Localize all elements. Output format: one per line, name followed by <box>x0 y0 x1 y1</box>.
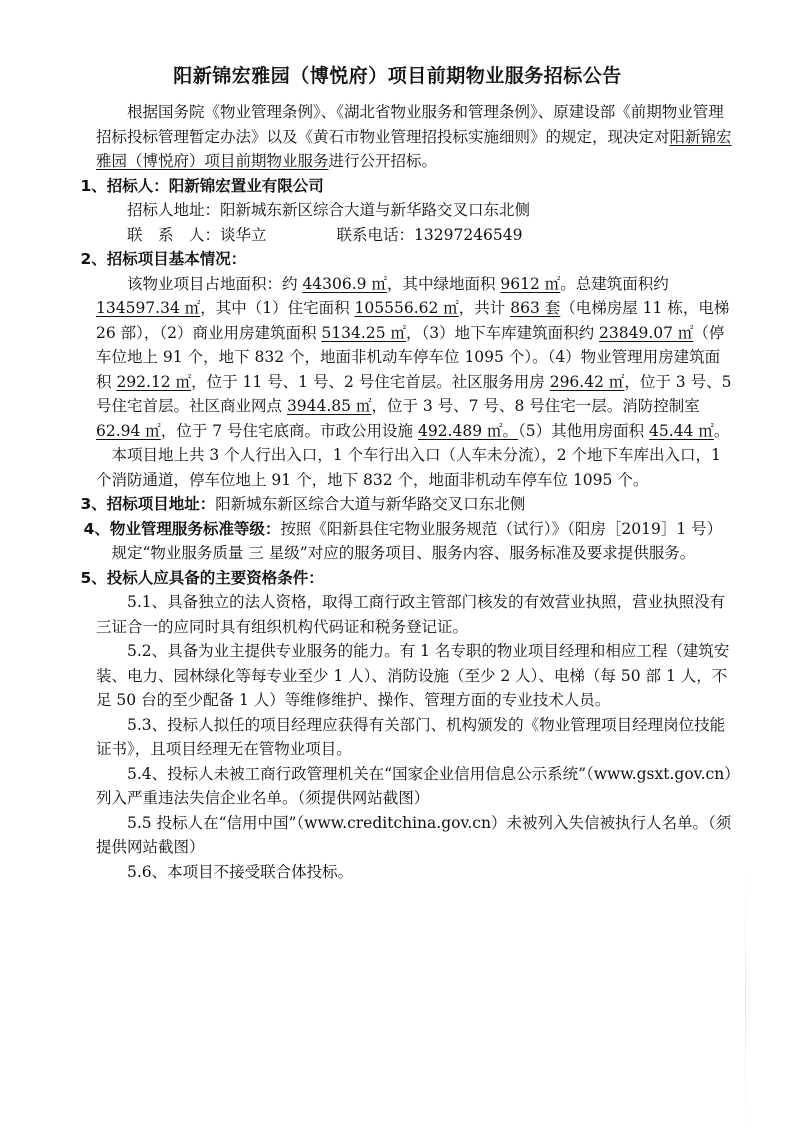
intro-text-end: 进行公开招标。 <box>328 152 438 170</box>
other-room-area-value: 45.44 ㎡ <box>649 421 714 440</box>
detail-text: 该物业项目占地面积：约 <box>127 274 303 293</box>
qualification-item: 5.4、投标人未被工商行政管理机关在“国家企业信用信息公示系统”（www.gsxt.gov.cn）列入严重违法失信企业名单。（须提供网站截图） <box>96 764 732 807</box>
qualification-item: 5.6、本项目不接受联合体投标。 <box>127 862 354 881</box>
entrances-paragraph: 本项目地上共 3 个人行出入口，1 个车行出入口（人车未分流），2 个地下车库出入口，1 个消防通道，停车位地上 91 个，地下 832 个，地面非机动车停车位 1095 个。 <box>96 446 721 489</box>
detail-text: ，共计 <box>458 299 511 317</box>
tenderer-address: 招标人地址：阳新城东新区综合大道与新华路交叉口东北侧 <box>127 201 531 219</box>
total-floor-area-value: 134597.34 ㎡ <box>96 299 201 317</box>
green-area-value: 9612 ㎡ <box>500 274 561 293</box>
qualification-item: 5.2、具备为业主提供专业服务的能力。有 1 名专职的物业项目经理和相应工程（建筑安装、电力、园林绿化等每专业至少 1 人）、消防设施（至少 2 人）、电梯（每 50 部 1 人，不足 50 台的至少配备 1 人）等维修维护、操作、管理方面的专业技术人员。 <box>96 642 730 709</box>
detail-text: （停车位地上 91 个，地下 832 个，地面非机动车停车位 1095 个）。（4）物业管理用房建筑面积 <box>96 323 725 391</box>
detail-text: 。总建筑面积约 <box>560 274 669 293</box>
intro-paragraph <box>96 100 735 174</box>
municipal-facility-area-value: 492.489 ㎡。 <box>417 421 518 440</box>
project-address: 阳新城东新区综合大道与新华路交叉口东北侧 <box>215 495 526 513</box>
section-1-heading: 1、招标人：阳新锦宏置业有限公司 <box>80 176 324 195</box>
garage-area-value: 23849.07 ㎡ <box>599 323 694 342</box>
contact-row <box>96 223 735 248</box>
detail-text: ，其中（1）住宅面积 <box>200 299 355 317</box>
qualification-item: 5.1、具备独立的法人资格，取得工商行政主管部门核发的有效营业执照，营业执照没有三证合一的应同时具有组织机构代码证和税务登记证。 <box>96 593 726 636</box>
detail-text: ，位于 3 号、5 号住宅首层。社区商业网点 <box>96 372 732 415</box>
detail-text: ，位于 7 号住宅底商。市政公用设施 <box>160 421 418 440</box>
community-service-area-value: 296.42 ㎡ <box>549 372 625 391</box>
fire-control-room-area-value: 62.94 ㎡ <box>96 421 161 440</box>
unit-count-value: 863 套 <box>510 299 561 317</box>
section-5-heading: 5、投标人应具备的主要资格条件： <box>80 568 324 587</box>
project-details-paragraph <box>96 272 735 444</box>
page-title: 阳新锦宏雅园（博悦府）项目前期物业服务招标公告 <box>173 65 622 87</box>
qualification-item: 5.3、投标人拟任的项目经理应获得有关部门、机构颁发的《物业管理项目经理岗位技能证书》，且项目经理无在管物业项目。 <box>96 715 726 758</box>
section-4-heading: 4、物业管理服务标准等级： <box>83 519 281 538</box>
detail-text: ，位于 11 号、1 号、2 号住宅首层。社区服务用房 <box>191 372 550 391</box>
detail-text: ，位于 3 号、7 号、8 号住宅一层。消防控制室 <box>371 397 700 415</box>
section-3 <box>81 492 736 517</box>
section-2-heading: 2、招标项目基本情况： <box>80 250 247 268</box>
intro-project-name: 阳新锦宏雅园（博悦府）项目前期物业服务 <box>96 127 732 170</box>
management-room-area-value: 292.12 ㎡ <box>116 372 192 391</box>
contact-person: 联 系 人：谈华立 <box>127 225 267 244</box>
detail-text: （5）其他用房面积 <box>518 421 650 440</box>
detail-text: （电梯房屋 11 栋，电梯 26 部），（2）商业用房建筑面积 <box>96 299 730 342</box>
land-area-value: 44306.9 ㎡ <box>302 274 387 293</box>
scan-fold-line <box>745 870 746 1130</box>
service-standard-text: 按照《阳新县住宅物业服务规范（试行）》（阳房［2019］1 号）规定“物业服务质量 三 星级”对应的服务项目、服务内容、服务标准及要求提供服务。 <box>111 519 723 562</box>
intro-text: 根据国务院《物业管理条例》、《湖北省物业服务和管理条例》、原建设部《前期物业管理招标投标管理暂定办法》以及《黄石市物业管理招投标实施细则》的规定，现决定对 <box>96 103 724 146</box>
contact-phone: 联系电话：13297246549 <box>336 225 523 244</box>
residential-area-value: 105556.62 ㎡ <box>354 299 459 317</box>
detail-text: ，其中绿地面积 <box>386 274 501 293</box>
section-4 <box>81 517 736 566</box>
commercial-outlet-area-value: 3944.85 ㎡ <box>286 397 372 415</box>
commercial-area-value: 5134.25 ㎡ <box>321 323 406 342</box>
detail-text: ，（3）地下车库建筑面积约 <box>405 323 600 342</box>
qualification-item: 5.5 投标人在“信用中国”（www.creditchina.gov.cn）未被列入失信被执行人名单。（须提供网站截图） <box>96 813 732 856</box>
detail-text: 。 <box>713 421 730 440</box>
section-3-heading: 3、招标项目地址： <box>80 495 216 513</box>
